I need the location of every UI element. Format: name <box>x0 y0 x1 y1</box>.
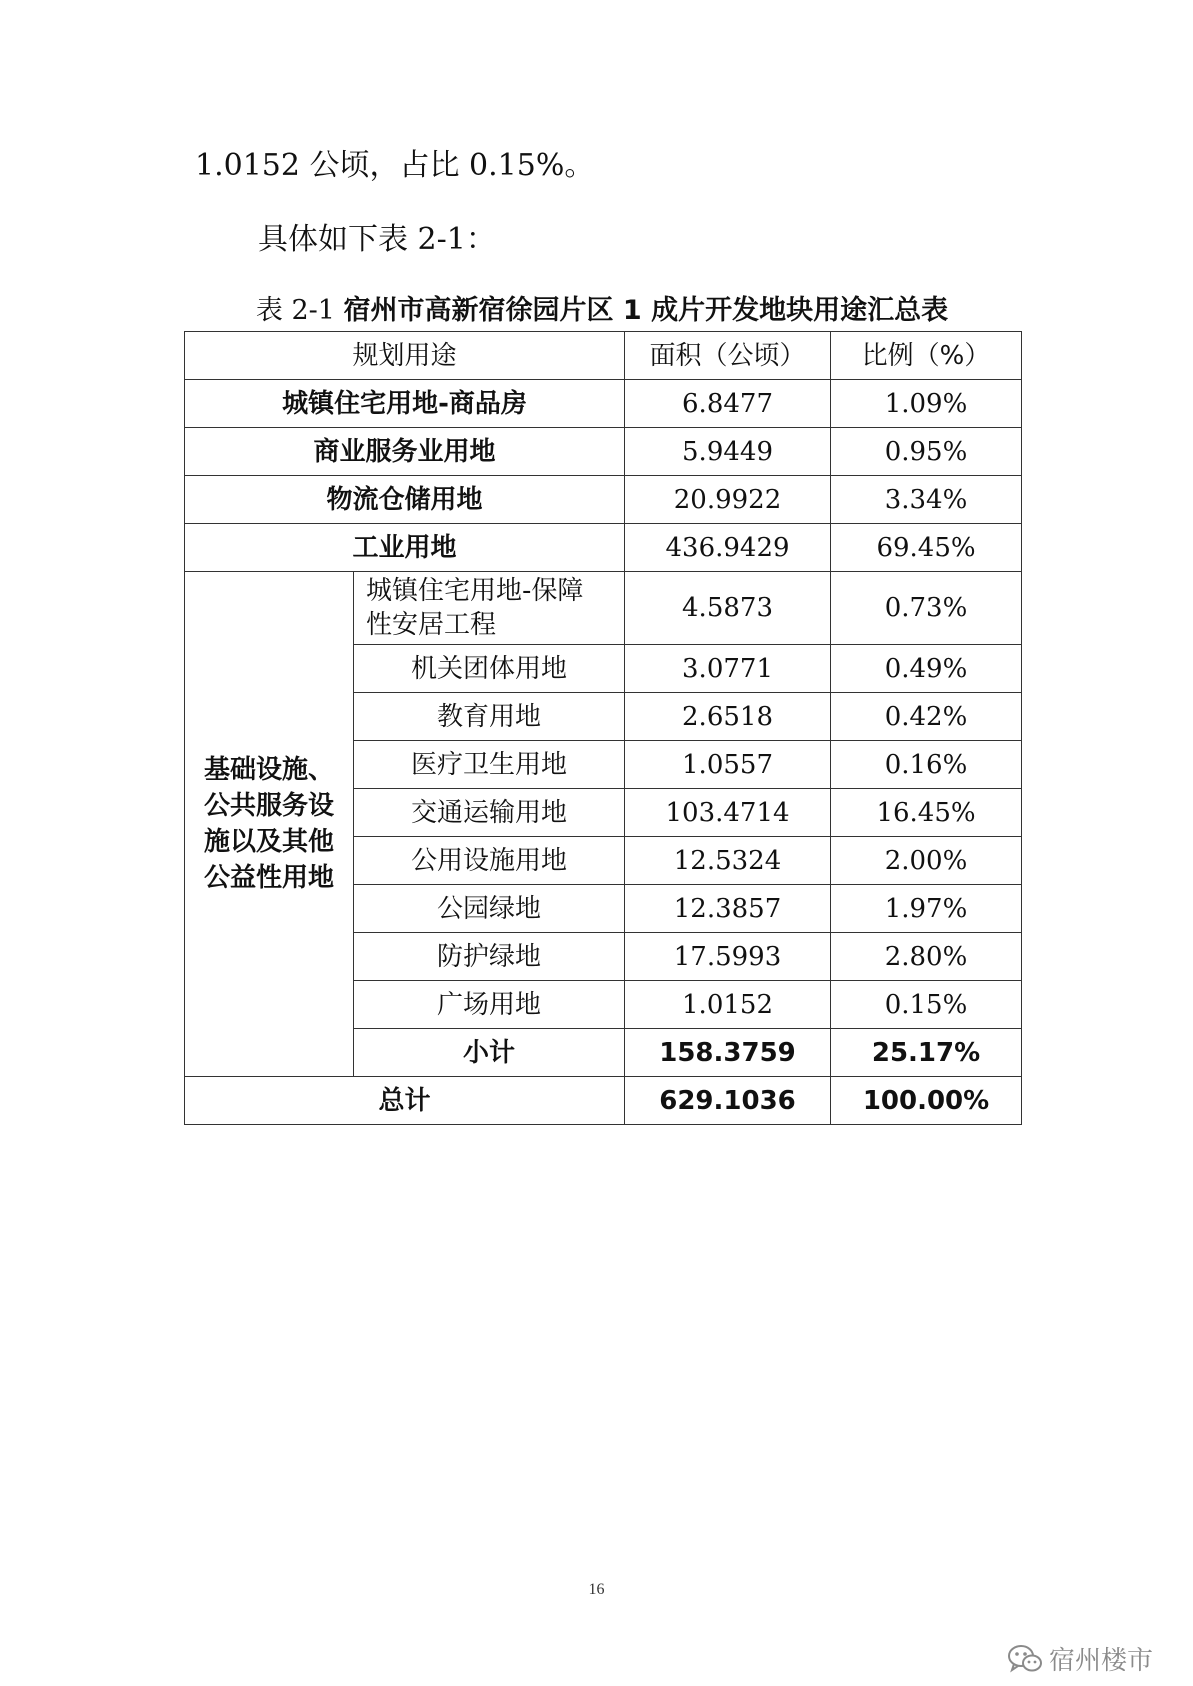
row-ratio: 0.73% <box>831 572 1022 645</box>
row-area: 103.4714 <box>625 789 831 837</box>
row-area: 436.9429 <box>625 524 831 572</box>
row-ratio: 0.95% <box>831 428 1022 476</box>
table-caption-title: 宿州市高新宿徐园片区 1 成片开发地块用途汇总表 <box>343 295 949 326</box>
row-ratio: 0.49% <box>831 645 1022 693</box>
header-ratio: 比例（%） <box>831 332 1022 380</box>
subtotal-area: 158.3759 <box>625 1029 831 1077</box>
row-ratio: 69.45% <box>831 524 1022 572</box>
row-area: 20.9922 <box>625 476 831 524</box>
row-area: 4.5873 <box>625 572 831 645</box>
row-area: 1.0152 <box>625 981 831 1029</box>
table-row <box>185 476 1022 524</box>
header-land-use: 规划用途 <box>185 332 625 380</box>
total-ratio: 100.00% <box>831 1077 1022 1125</box>
row-label: 城镇住宅用地-商品房 <box>185 380 625 428</box>
watermark-text: 宿州楼市 <box>1049 1646 1154 1676</box>
body-paragraph-table-intro: 具体如下表 2-1： <box>258 222 496 257</box>
row-label: 广场用地 <box>354 981 625 1029</box>
row-ratio: 0.15% <box>831 981 1022 1029</box>
group-label-line: 公共服务设 <box>203 791 334 821</box>
row-ratio: 2.00% <box>831 837 1022 885</box>
group-label-public-facilities <box>185 572 354 1077</box>
table-row <box>185 572 1022 645</box>
group-label-line: 公益性用地 <box>203 863 334 893</box>
row-area: 2.6518 <box>625 693 831 741</box>
watermark <box>1007 1640 1153 1677</box>
total-label: 总计 <box>185 1077 625 1125</box>
row-ratio: 16.45% <box>831 789 1022 837</box>
row-ratio: 1.09% <box>831 380 1022 428</box>
table-row <box>185 524 1022 572</box>
header-area: 面积（公顷） <box>625 332 831 380</box>
row-label: 公园绿地 <box>354 885 625 933</box>
row-label: 医疗卫生用地 <box>354 741 625 789</box>
wechat-icon <box>1007 1644 1043 1674</box>
table-caption <box>184 294 1020 328</box>
total-row <box>185 1077 1022 1125</box>
total-area: 629.1036 <box>625 1077 831 1125</box>
row-ratio: 2.80% <box>831 933 1022 981</box>
row-label: 防护绿地 <box>354 933 625 981</box>
row-area: 6.8477 <box>625 380 831 428</box>
row-label: 工业用地 <box>185 524 625 572</box>
row-label-line: 城镇住宅用地-保障 <box>366 576 584 606</box>
row-area: 3.0771 <box>625 645 831 693</box>
row-ratio: 0.42% <box>831 693 1022 741</box>
row-area: 17.5993 <box>625 933 831 981</box>
land-use-summary-table <box>184 331 1022 1125</box>
row-label: 公用设施用地 <box>354 837 625 885</box>
row-label <box>354 572 625 645</box>
table-caption-number: 表 2-1 <box>255 295 335 326</box>
row-ratio: 0.16% <box>831 741 1022 789</box>
table-row <box>185 428 1022 476</box>
group-label-line: 施以及其他 <box>203 827 334 857</box>
row-label-line: 性安居工程 <box>366 610 497 640</box>
row-ratio: 3.34% <box>831 476 1022 524</box>
row-label: 物流仓储用地 <box>185 476 625 524</box>
page-number: 16 <box>588 1581 605 1598</box>
row-area: 5.9449 <box>625 428 831 476</box>
row-area: 12.5324 <box>625 837 831 885</box>
row-ratio: 1.97% <box>831 885 1022 933</box>
body-paragraph-continued: 1.0152 公顷，占比 0.15%。 <box>195 148 595 183</box>
row-area: 1.0557 <box>625 741 831 789</box>
row-label: 机关团体用地 <box>354 645 625 693</box>
row-label: 商业服务业用地 <box>185 428 625 476</box>
table-row <box>185 380 1022 428</box>
row-label: 交通运输用地 <box>354 789 625 837</box>
row-area: 12.3857 <box>625 885 831 933</box>
table-header-row <box>185 332 1022 380</box>
group-label-line: 基础设施、 <box>203 755 334 785</box>
subtotal-ratio: 25.17% <box>831 1029 1022 1077</box>
subtotal-label: 小计 <box>354 1029 625 1077</box>
row-label: 教育用地 <box>354 693 625 741</box>
